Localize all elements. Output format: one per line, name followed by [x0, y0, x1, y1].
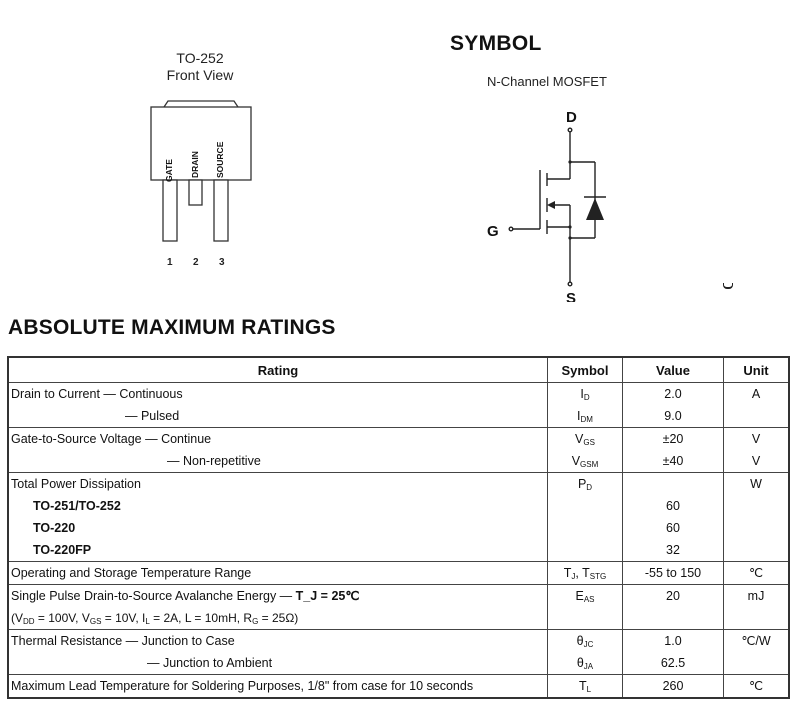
symbol-cell: $E_{AS}$	[575, 589, 595, 604]
unit-cell: ℃	[748, 566, 764, 580]
unit-cell: mJ	[747, 589, 765, 603]
value-cell: ±20	[662, 432, 684, 446]
rating-text: Total Power Dissipation	[11, 477, 141, 491]
table-row-avalanche-energy	[8, 585, 789, 630]
unit-cell: ℃	[748, 679, 764, 693]
header-rating: Rating	[8, 357, 548, 383]
unit-cell: ℃/W	[741, 634, 771, 648]
unit-cell: A	[751, 387, 761, 401]
absolute-maximum-ratings-table	[7, 356, 790, 699]
value-cell: 2.0	[664, 387, 682, 401]
value-cell: 9.0	[664, 409, 682, 423]
symbol-subtitle: N-Channel MOSFET	[487, 74, 607, 89]
absolute-maximum-ratings-heading: ABSOLUTE MAXIMUM RATINGS	[8, 316, 336, 339]
symbol-cell: $P_D$	[577, 477, 593, 492]
value-cell: 1.0	[664, 634, 682, 648]
table-row-drain-current	[8, 383, 789, 428]
symbol-cell: $\theta_{JA}$	[576, 656, 594, 671]
value-cell: -55 to 150	[644, 566, 702, 580]
value-cell: 60	[666, 521, 680, 535]
cropped-glyph-fragment	[723, 283, 733, 289]
header-unit: Unit	[724, 357, 790, 383]
rating-text: TO-251/TO-252	[33, 499, 121, 513]
condition-text: T_J = 25℃	[295, 589, 360, 603]
symbol-cell: $I_{DM}$	[577, 409, 593, 424]
table-row-temperature-range	[8, 562, 789, 585]
value-cell: 62.5	[660, 656, 686, 670]
symbol-cell: $\theta_{JC}$	[576, 634, 594, 649]
pin-label-source: SOURCE	[215, 141, 225, 178]
value-cell	[625, 473, 721, 495]
value-cell: ±40	[662, 454, 684, 468]
header-symbol: Symbol	[548, 357, 623, 383]
rating-text: Gate-to-Source Voltage — Continue	[11, 432, 212, 446]
rating-text: Maximum Lead Temperature for Soldering Purposes, 1/8" from case for 10 seconds	[11, 679, 474, 693]
value-cell: 32	[666, 543, 680, 557]
unit-cell: W	[750, 477, 762, 491]
rating-text: — Non-repetitive	[167, 454, 261, 468]
gate-terminal-label: G	[487, 223, 499, 240]
rating-text: Operating and Storage Temperature Range	[11, 566, 252, 580]
rating-text: TO-220	[33, 521, 76, 535]
source-terminal-label: S	[566, 290, 577, 302]
symbol-cell: $T_J$, $T_{STG}$	[563, 566, 607, 581]
unit-cell: V	[751, 432, 761, 446]
rating-text: TO-220FP	[33, 543, 92, 557]
value-cell: 20	[666, 589, 680, 603]
pin-number-1: 1	[167, 257, 173, 268]
pin-number-3: 3	[219, 257, 225, 268]
symbol-cell: $I_D$	[580, 387, 590, 402]
rating-text: — Junction to Ambient	[147, 656, 273, 670]
table-row-gate-source-voltage	[8, 428, 789, 473]
table-header-row	[8, 357, 789, 383]
symbol-cell: $T_L$	[578, 679, 592, 694]
symbol-heading: SYMBOL	[450, 32, 542, 55]
unit-cell: V	[751, 454, 761, 468]
header-value: Value	[623, 357, 724, 383]
package-title	[140, 50, 260, 84]
rating-conditions: ($V_{DD} = 100V$, $V_{GS} = 10V$, $I_L = 2A$, L = 10mH, $R_G = 25\Omega$)	[11, 611, 299, 626]
symbol-cell: $V_{GSM}$	[571, 454, 599, 469]
pin-number-2: 2	[193, 257, 199, 268]
package-view: Front View	[166, 67, 234, 83]
rating-text: — Pulsed	[125, 409, 180, 423]
table-row-power-dissipation	[8, 473, 789, 562]
value-cell: 260	[662, 679, 684, 693]
drain-terminal-label: D	[566, 109, 577, 126]
n-channel-mosfet-symbol-icon	[500, 120, 620, 300]
rating-text: Drain to Current — Continuous	[11, 387, 183, 401]
value-cell: 60	[666, 499, 680, 513]
pin-label-drain: DRAIN	[190, 151, 200, 178]
rating-text: Thermal Resistance — Junction to Case	[11, 634, 235, 648]
symbol-cell: $V_{GS}$	[575, 432, 595, 447]
table-row-lead-temperature	[8, 675, 789, 699]
table-row-thermal-resistance	[8, 630, 789, 675]
rating-text: Single Pulse Drain-to-Source Avalanche Energy — T_J = 25℃	[11, 589, 360, 603]
pin-label-gate: GATE	[164, 159, 174, 182]
package-name: TO-252	[176, 50, 224, 66]
